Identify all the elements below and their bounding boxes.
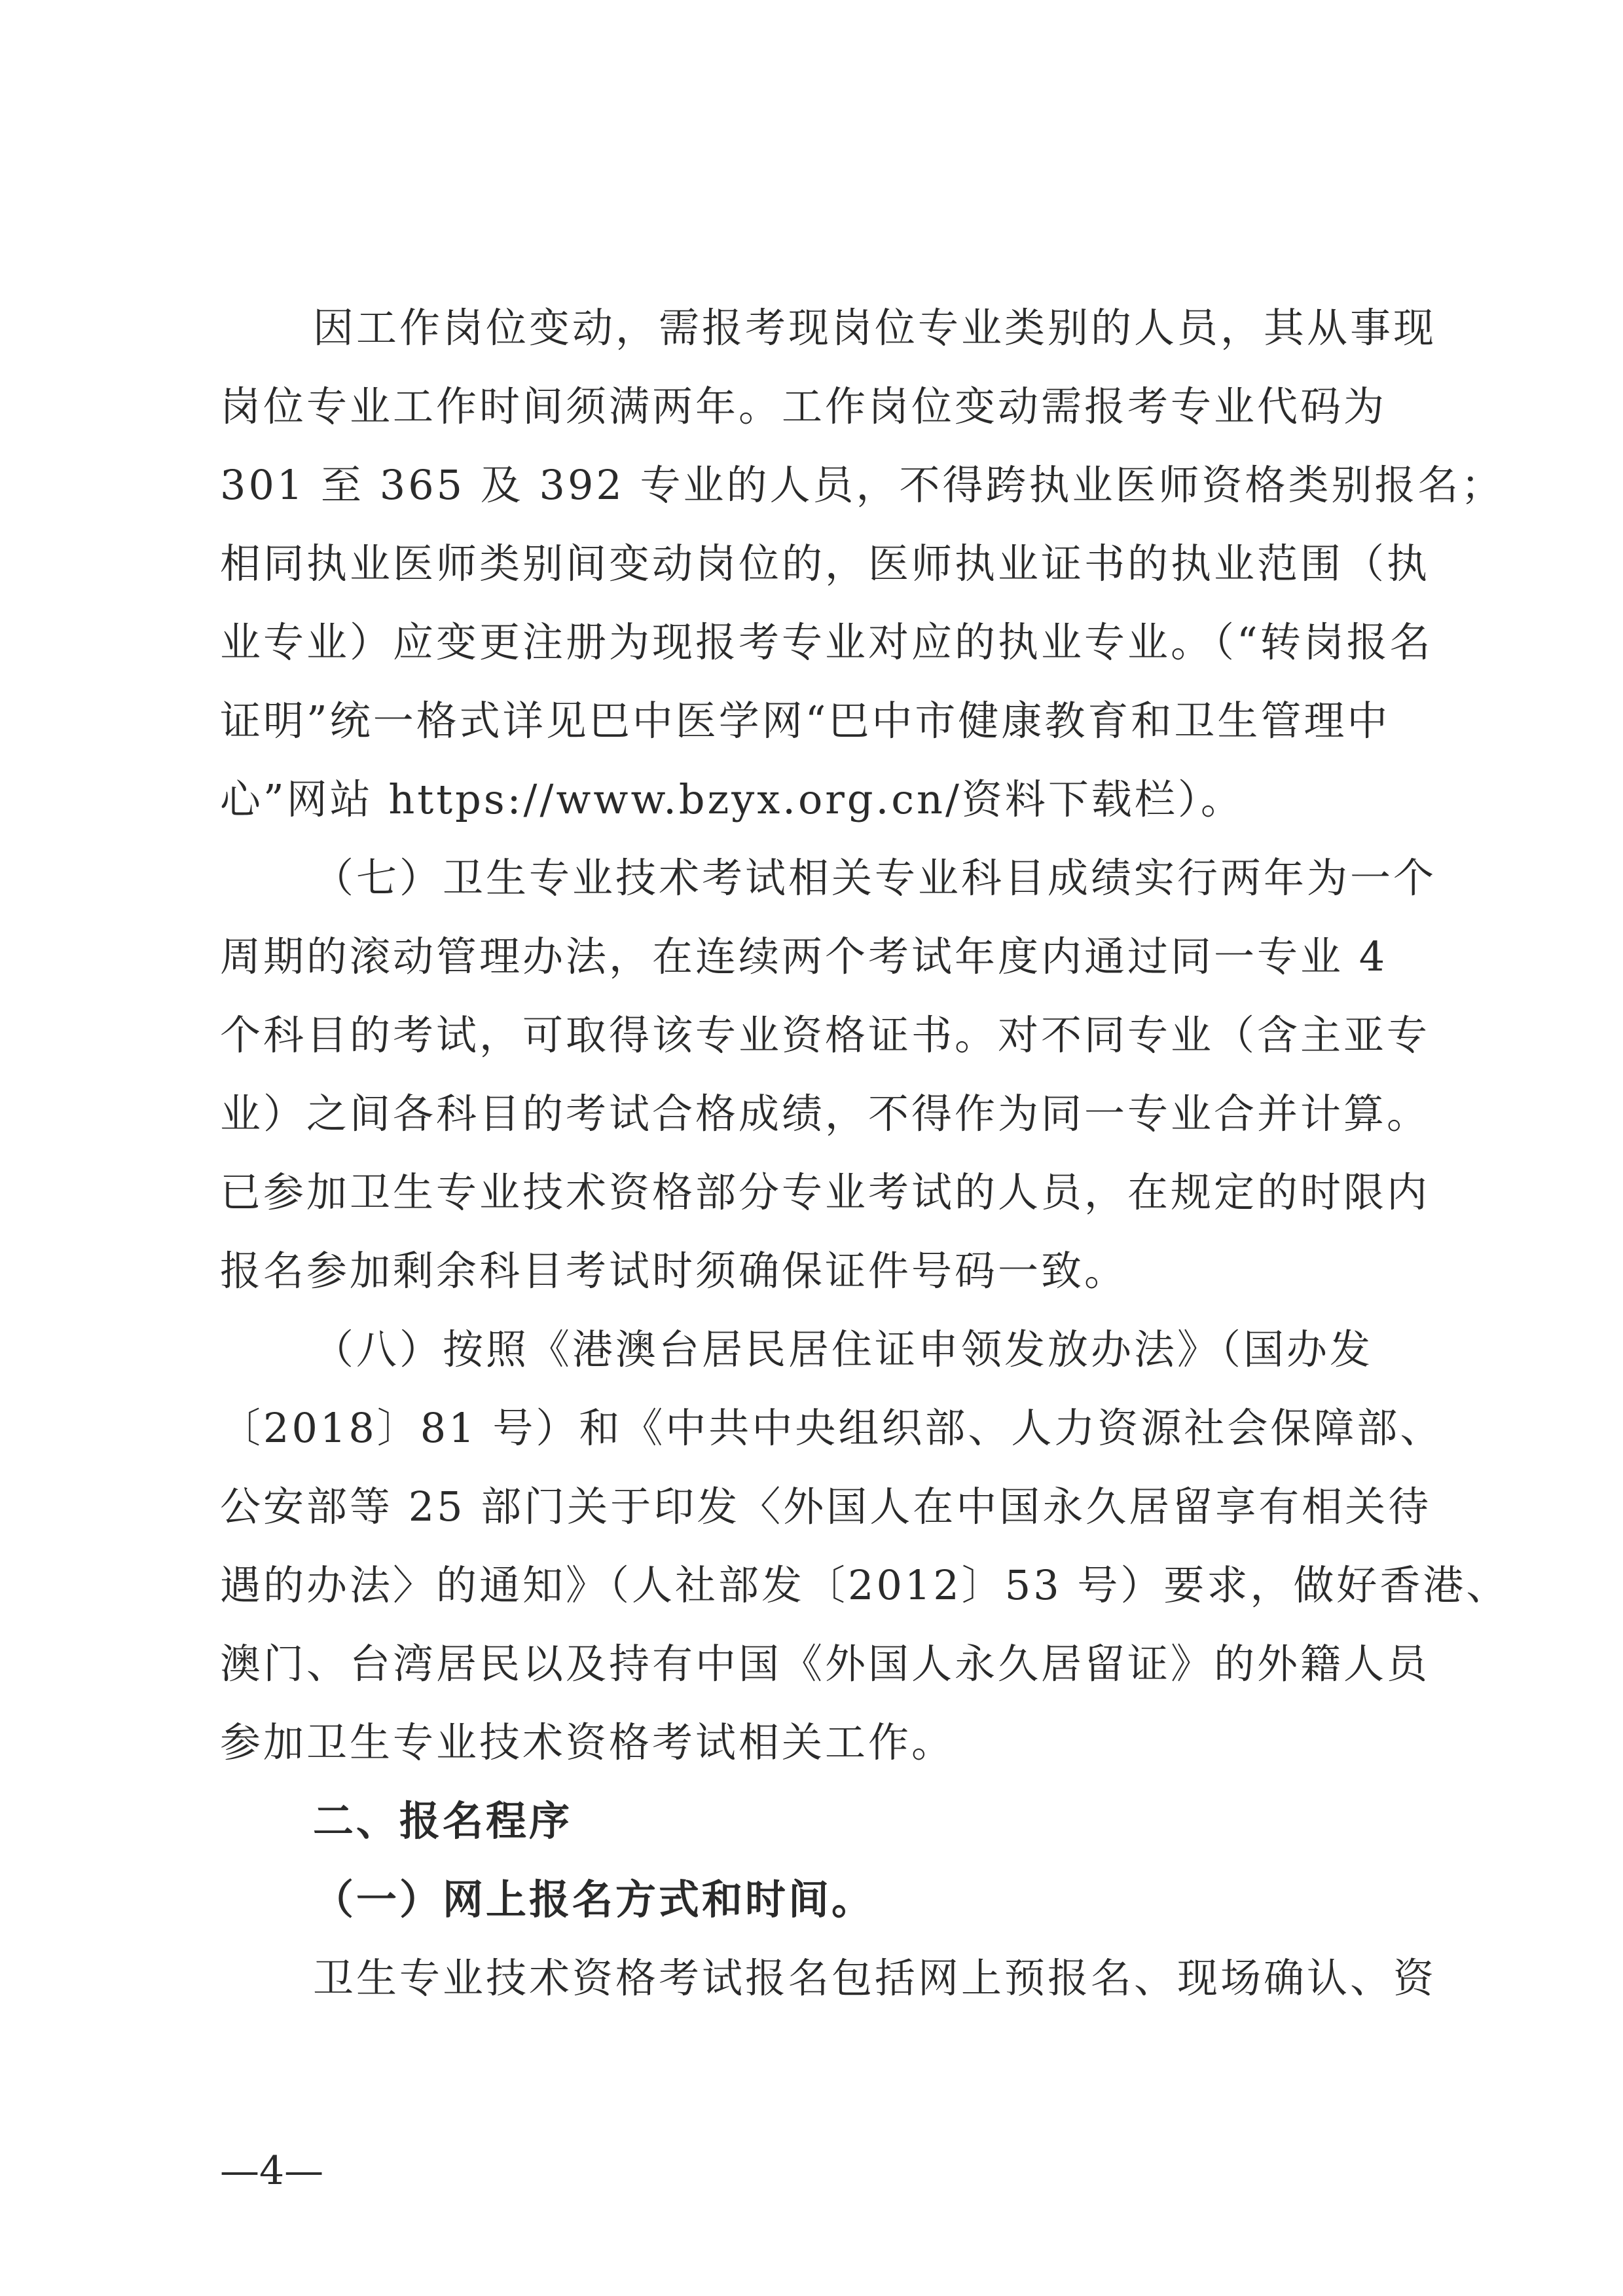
body-text-line: （七）卫生专业技术考试相关专业科目成绩实行两年为一个: [313, 854, 1437, 902]
body-text-line: 参加卫生专业技术资格考试相关工作。: [220, 1718, 955, 1766]
body-text-line: 相同执业医师类别间变动岗位的，医师执业证书的执业范围（执: [220, 540, 1431, 587]
body-text-line: 公安部等 25 部门关于印发〈外国人在中国永久居留享有相关待: [220, 1483, 1432, 1530]
body-text-line: 证明”统一格式详见巴中医学网“巴中市健康教育和卫生管理中: [220, 697, 1391, 745]
body-text-line: 业）之间各科目的考试合格成绩，不得作为同一专业合并计算。: [220, 1090, 1431, 1138]
body-text-line: 澳门、台湾居民以及持有中国《外国人永久居留证》的外籍人员: [220, 1640, 1431, 1688]
body-text-line: （八）按照《港澳台居民居住证申领发放办法》（国办发: [313, 1325, 1374, 1373]
body-text-line: 心”网站 https://www.bzyx.org.cn/资料下载栏）。: [220, 775, 1244, 823]
body-text-line: 因工作岗位变动，需报考现岗位专业类别的人员，其从事现: [313, 304, 1437, 352]
body-text-line: 301 至 365 及 392 专业的人员，不得跨执业医师资格类别报名；: [220, 461, 1504, 509]
body-text-line: 已参加卫生专业技术资格部分专业考试的人员，在规定的时限内: [220, 1168, 1431, 1216]
section-heading: 二、报名程序: [313, 1797, 573, 1845]
body-text-line: 岗位专业工作时间须满两年。工作岗位变动需报考专业代码为: [220, 382, 1387, 430]
body-text-line: 报名参加剩余科目考试时须确保证件号码一致。: [220, 1247, 1128, 1295]
body-text-line: 周期的滚动管理办法，在连续两个考试年度内通过同一专业 4: [220, 933, 1388, 980]
page-number: —4—: [220, 2148, 324, 2194]
body-text-line: 遇的办法〉的通知》（人社部发〔2012〕53 号）要求，做好香港、: [220, 1561, 1510, 1609]
subsection-heading: （一）网上报名方式和时间。: [313, 1876, 875, 1923]
body-text-line: 个科目的考试，可取得该专业资格证书。对不同专业（含主亚专: [220, 1011, 1431, 1059]
body-text-line: 业专业）应变更注册为现报考专业对应的执业专业。（“转岗报名: [220, 618, 1433, 666]
body-text-line: 〔2018〕81 号）和《中共中央组织部、人力资源社会保障部、: [220, 1404, 1444, 1452]
body-text-line: 卫生专业技术资格考试报名包括网上预报名、现场确认、资: [313, 1954, 1437, 2002]
